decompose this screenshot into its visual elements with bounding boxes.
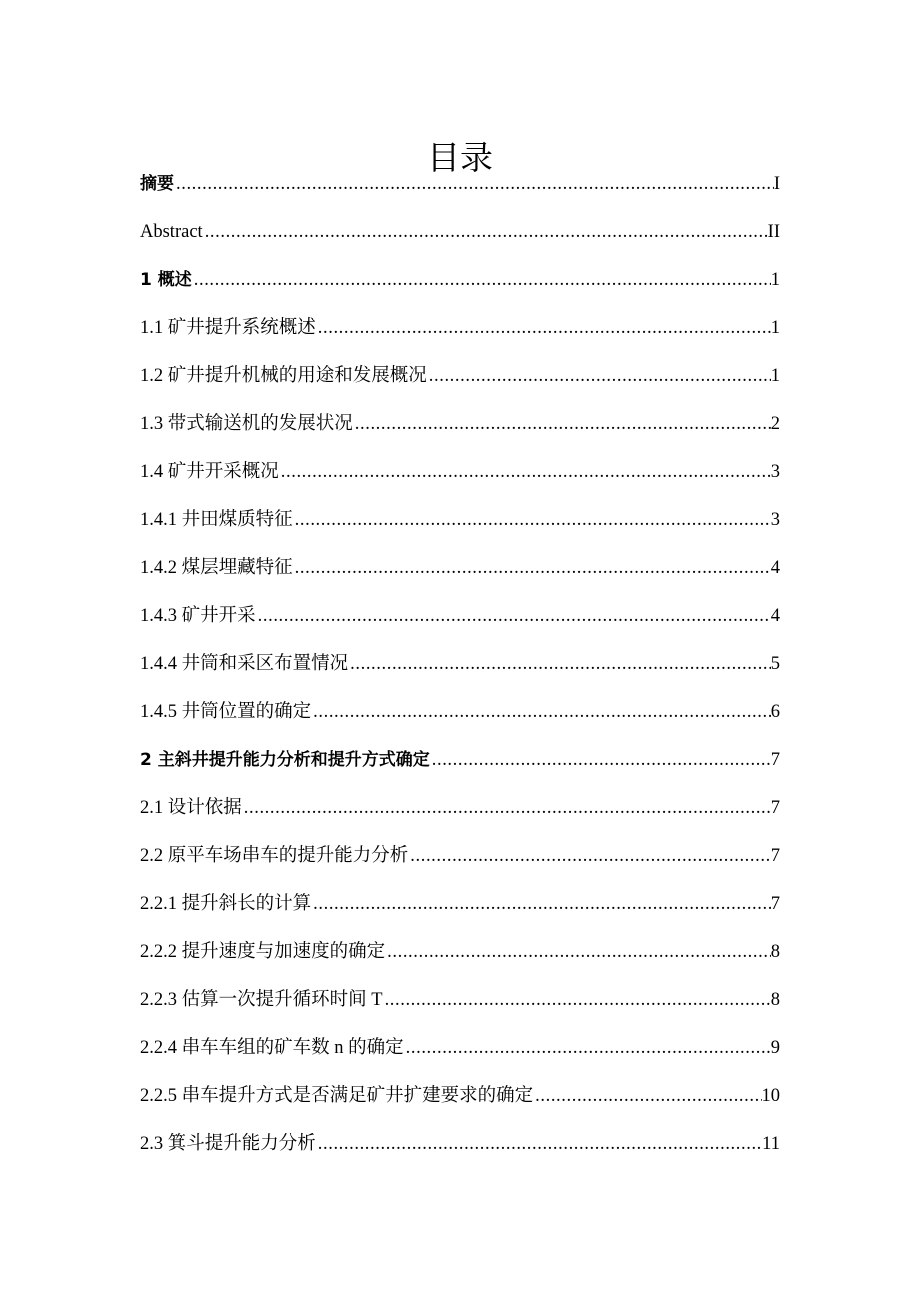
toc-entry-page-number: 3 bbox=[771, 496, 780, 544]
toc-entry[interactable] bbox=[140, 832, 780, 880]
toc-dot-leader bbox=[256, 592, 771, 640]
toc-entry[interactable] bbox=[140, 1120, 780, 1168]
toc-entry-label: Abstract bbox=[140, 222, 203, 242]
toc-entry-label: 2.2.4 串车车组的矿车数 n 的确定 bbox=[140, 1038, 404, 1058]
toc-entry-label: 摘要 bbox=[140, 174, 174, 194]
table-of-contents bbox=[140, 160, 780, 1168]
toc-entry-page-number: 10 bbox=[762, 1072, 781, 1120]
toc-entry-label: 1 概述 bbox=[140, 270, 192, 290]
toc-entry-label: 2.2.2 提升速度与加速度的确定 bbox=[140, 942, 386, 962]
toc-entry-page-number: 8 bbox=[771, 976, 780, 1024]
toc-entry[interactable] bbox=[140, 304, 780, 352]
toc-entry[interactable] bbox=[140, 880, 780, 928]
toc-entry[interactable] bbox=[140, 976, 780, 1024]
toc-dot-leader bbox=[242, 784, 771, 832]
toc-entry[interactable] bbox=[140, 736, 780, 784]
toc-entry-page-number: 5 bbox=[771, 640, 780, 688]
toc-dot-leader bbox=[533, 1072, 761, 1120]
toc-entry-page-number: 7 bbox=[771, 880, 780, 928]
toc-entry-label: 1.4.5 井筒位置的确定 bbox=[140, 702, 312, 722]
toc-entry-label: 1.4 矿井开采概况 bbox=[140, 462, 279, 482]
toc-dot-leader bbox=[203, 208, 768, 256]
toc-entry-label: 2.2.5 串车提升方式是否满足矿井扩建要求的确定 bbox=[140, 1086, 534, 1106]
toc-entry-page-number: 8 bbox=[771, 928, 780, 976]
toc-entry-label: 2.1 设计依据 bbox=[140, 798, 242, 818]
toc-dot-leader bbox=[174, 160, 774, 208]
toc-dot-leader bbox=[427, 352, 771, 400]
toc-dot-leader bbox=[353, 400, 771, 448]
toc-entry-page-number: 1 bbox=[771, 304, 780, 352]
toc-dot-leader bbox=[430, 736, 771, 784]
toc-dot-leader bbox=[383, 976, 771, 1024]
toc-entry[interactable] bbox=[140, 784, 780, 832]
toc-entry[interactable] bbox=[140, 352, 780, 400]
toc-entry-page-number: 1 bbox=[771, 352, 780, 400]
toc-entry[interactable] bbox=[140, 1024, 780, 1072]
toc-dot-leader bbox=[311, 688, 771, 736]
toc-entry-label: 1.4.3 矿井开采 bbox=[140, 606, 256, 626]
toc-dot-leader bbox=[348, 640, 771, 688]
toc-entry-page-number: 11 bbox=[762, 1120, 780, 1168]
toc-dot-leader bbox=[404, 1024, 771, 1072]
toc-entry-page-number: 4 bbox=[771, 544, 780, 592]
toc-entry-page-number: 7 bbox=[771, 832, 780, 880]
toc-entry-label: 1.2 矿井提升机械的用途和发展概况 bbox=[140, 366, 427, 386]
toc-entry[interactable] bbox=[140, 256, 780, 304]
toc-entry[interactable] bbox=[140, 592, 780, 640]
page-title: 目录 bbox=[427, 138, 493, 178]
toc-dot-leader bbox=[192, 256, 771, 304]
toc-dot-leader bbox=[293, 496, 771, 544]
toc-entry-label: 2.3 箕斗提升能力分析 bbox=[140, 1134, 316, 1154]
toc-entry-page-number: 2 bbox=[771, 400, 780, 448]
toc-entry[interactable] bbox=[140, 928, 780, 976]
toc-entry-label: 2.2 原平车场串车的提升能力分析 bbox=[140, 846, 409, 866]
toc-dot-leader bbox=[316, 1120, 762, 1168]
toc-entry-label: 1.4.1 井田煤质特征 bbox=[140, 510, 293, 530]
toc-dot-leader bbox=[408, 832, 770, 880]
toc-entry[interactable] bbox=[140, 496, 780, 544]
toc-dot-leader bbox=[293, 544, 771, 592]
toc-entry-page-number: 3 bbox=[771, 448, 780, 496]
toc-entry-page-number: II bbox=[768, 208, 780, 256]
toc-entry-page-number: 7 bbox=[771, 736, 780, 784]
toc-entry-page-number: 4 bbox=[771, 592, 780, 640]
toc-entry-page-number: 6 bbox=[771, 688, 780, 736]
toc-entry-label: 2.2.3 估算一次提升循环时间 T bbox=[140, 990, 383, 1010]
toc-entry[interactable] bbox=[140, 400, 780, 448]
toc-dot-leader bbox=[316, 304, 771, 352]
toc-entry-label: 1.4.4 井筒和采区布置情况 bbox=[140, 654, 349, 674]
toc-dot-leader bbox=[311, 880, 771, 928]
toc-entry[interactable] bbox=[140, 448, 780, 496]
toc-entry-label: 1.3 带式输送机的发展状况 bbox=[140, 414, 353, 434]
toc-entry[interactable] bbox=[140, 160, 780, 208]
toc-entry-page-number: 9 bbox=[771, 1024, 780, 1072]
toc-entry[interactable] bbox=[140, 1072, 780, 1120]
toc-entry-page-number: 1 bbox=[771, 256, 780, 304]
toc-entry[interactable] bbox=[140, 640, 780, 688]
toc-entry-label: 1.1 矿井提升系统概述 bbox=[140, 318, 316, 338]
toc-dot-leader bbox=[279, 448, 771, 496]
toc-entry[interactable] bbox=[140, 688, 780, 736]
toc-entry[interactable] bbox=[140, 544, 780, 592]
toc-entry-label: 2 主斜井提升能力分析和提升方式确定 bbox=[140, 750, 430, 770]
toc-entry-page-number: 7 bbox=[771, 784, 780, 832]
toc-entry[interactable] bbox=[140, 208, 780, 256]
toc-entry-label: 1.4.2 煤层埋藏特征 bbox=[140, 558, 293, 578]
toc-entry-page-number: I bbox=[774, 160, 780, 208]
toc-dot-leader bbox=[385, 928, 771, 976]
toc-entry-label: 2.2.1 提升斜长的计算 bbox=[140, 894, 312, 914]
